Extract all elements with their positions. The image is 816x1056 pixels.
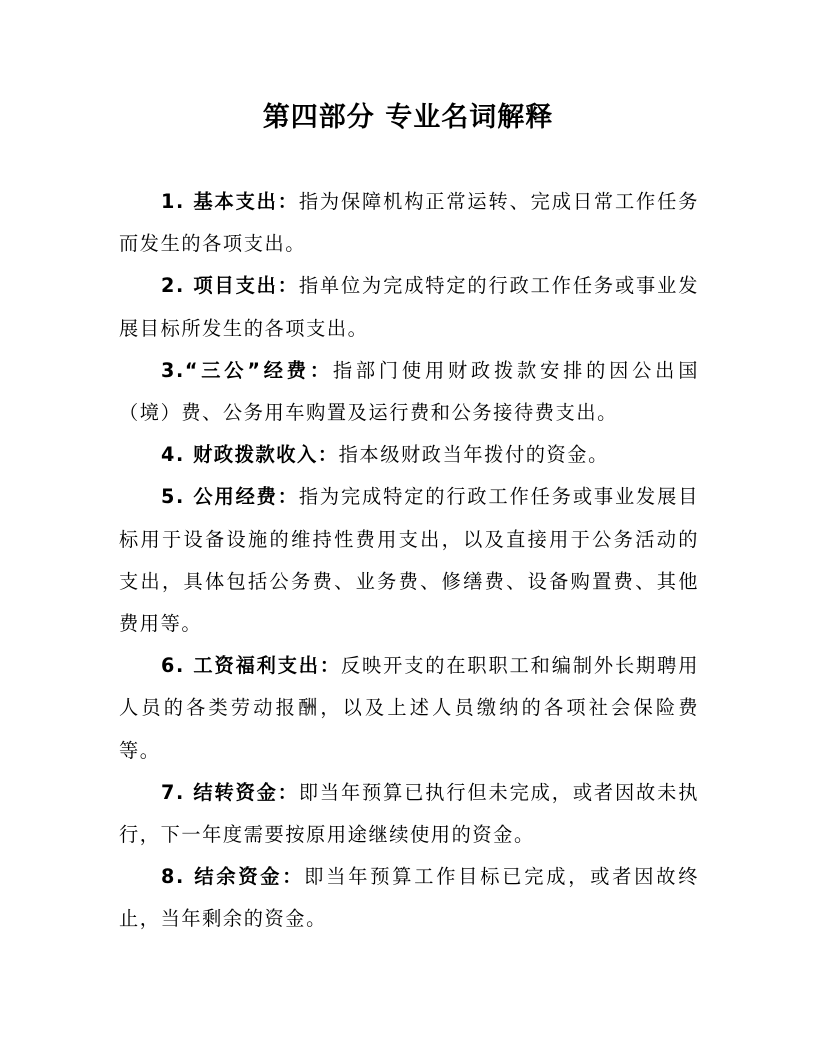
definition-item-3 bbox=[119, 350, 699, 434]
definition-item-7 bbox=[119, 772, 699, 856]
definition-term: 3.“三公”经费： bbox=[161, 358, 333, 382]
definition-item-5 bbox=[119, 476, 699, 645]
definitions-list bbox=[119, 181, 699, 941]
definition-term: 2. 项目支出： bbox=[161, 274, 299, 298]
definition-term: 7. 结转资金： bbox=[161, 780, 299, 804]
definition-text: 指为保障机构正常运转、完成日常工作任务而发生的各项支出。 bbox=[119, 190, 700, 256]
definition-text: 指本级财政当年拨付的资金。 bbox=[338, 443, 609, 467]
definition-term: 6. 工资福利支出： bbox=[161, 654, 341, 678]
page-title: 第四部分 专业名词解释 bbox=[262, 102, 554, 133]
definition-term: 8. 结余资金： bbox=[161, 865, 305, 889]
definition-item-2 bbox=[119, 265, 699, 349]
definition-term: 5. 公用经费： bbox=[161, 485, 299, 509]
definition-term: 4. 财政拨款收入： bbox=[161, 443, 339, 467]
definition-item-4 bbox=[119, 434, 699, 476]
definition-item-6 bbox=[119, 645, 699, 772]
definition-item-1 bbox=[119, 181, 699, 265]
definition-text: 指为完成特定的行政工作任务或事业发展目标用于设备设施的维持性费用支出，以及直接用于公务活动的支出，具体包括公务费、业务费、修缮费、设备购置费、其他费用等。 bbox=[119, 485, 700, 636]
definition-text: 即当年预算工作目标已完成，或者因故终止，当年剩余的资金。 bbox=[119, 865, 699, 931]
definition-text: 指部门使用财政拨款安排的因公出国（境）费、公务用车购置及运行费和公务接待费支出。 bbox=[119, 358, 699, 425]
definition-text: 指单位为完成特定的行政工作任务或事业发展目标所发生的各项支出。 bbox=[119, 274, 700, 340]
definition-item-8 bbox=[119, 856, 699, 940]
definition-term: 1. 基本支出： bbox=[161, 190, 299, 213]
definition-text: 反映开支的在职职工和编制外长期聘用人员的各类劳动报酬，以及上述人员缴纳的各项社会保险费等。 bbox=[119, 654, 700, 762]
definition-text: 即当年预算已执行但未完成，或者因故未执行，下一年度需要按原用途继续使用的资金。 bbox=[119, 780, 700, 847]
